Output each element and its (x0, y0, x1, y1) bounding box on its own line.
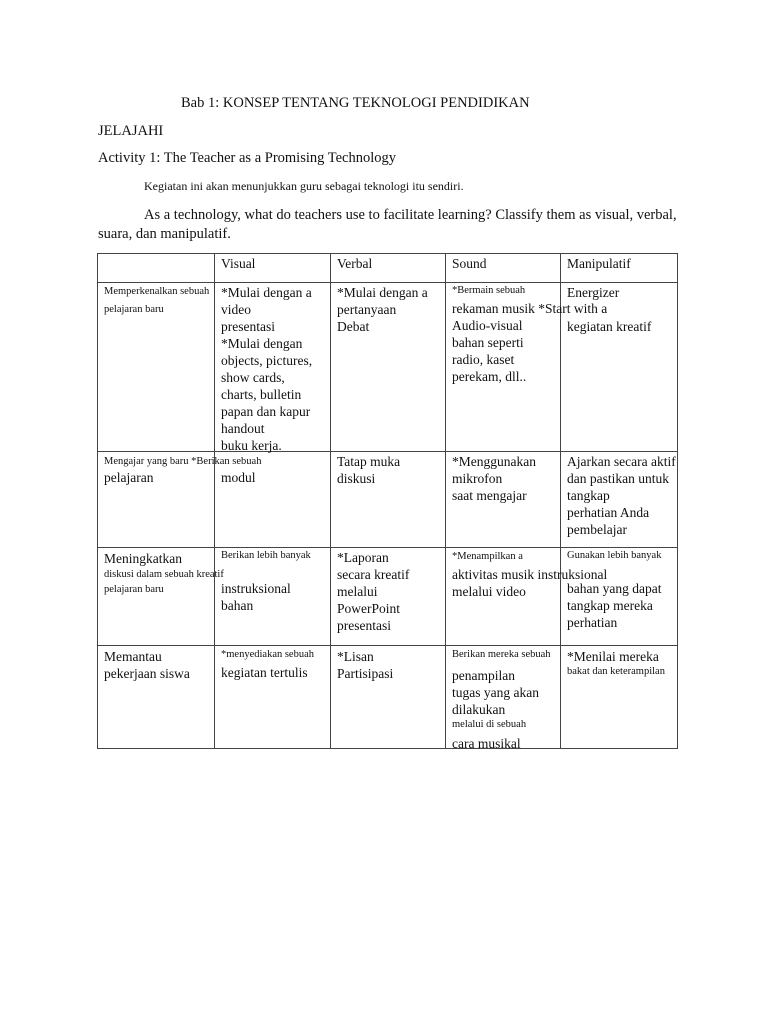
cell-line: Memantau (104, 649, 162, 664)
cell-line: Energizer (567, 285, 620, 300)
cell-line: presentasi (337, 618, 391, 633)
cell-line: pelajaran baru (104, 304, 164, 315)
cell-line: presentasi (221, 319, 275, 334)
row2-sound (452, 453, 536, 504)
header-manipulatif: Manipulatif (567, 256, 631, 271)
cell-line: aktivitas musik instruksional (452, 567, 608, 582)
cell-line: pertanyaan (337, 302, 397, 317)
table-rule (97, 282, 678, 283)
cell-line: cara musikal (452, 736, 521, 751)
cell-line: Tatap muka (337, 454, 401, 469)
cell-line: saat mengajar (452, 488, 527, 503)
page-title: Bab 1: KONSEP TENTANG TEKNOLOGI PENDIDIKAN (181, 95, 530, 111)
row4-label (104, 648, 190, 682)
cell-line: Berikan mereka sebuah (452, 649, 551, 660)
cell-line: perhatian Anda (567, 505, 650, 520)
cell-line (567, 301, 651, 318)
cell-line: *Menilai mereka (567, 649, 659, 664)
cell-line: *Mulai dengan (221, 336, 303, 351)
cell-line: papan dan kapur (221, 404, 311, 419)
row4-manipulatif (567, 648, 665, 679)
cell-line: modul (221, 470, 256, 485)
cell-line: video (221, 302, 251, 317)
cell-line: diskusi dalam sebuah kreatif (104, 569, 224, 580)
table-rule (330, 253, 331, 749)
cell-line: Ajarkan secara aktif (567, 454, 676, 469)
cell-line: Gunakan lebih banyak (567, 550, 662, 561)
cell-line: Mengajar yang baru *Berikan sebuah (104, 456, 262, 467)
cell-line: tugas yang akan (452, 685, 539, 700)
row4-visual (221, 648, 314, 681)
table-rule (97, 253, 678, 254)
cell-line (567, 563, 661, 580)
table-rule (445, 253, 446, 749)
intro-text: Kegiatan ini akan menunjukkan guru sebagai teknologi itu sendiri. (144, 179, 464, 193)
section-heading: JELAJAHI (98, 123, 164, 139)
row1-manipulatif (567, 284, 651, 335)
cell-line: secara kreatif (337, 567, 410, 582)
cell-line: dilakukan (452, 702, 506, 717)
cell-line: Audio-visual (452, 318, 523, 333)
question-text: As a technology, what do teachers use to facilitate learning? Classify them as visual, verbal, suara, dan manipulatif. (98, 207, 677, 242)
row3-label (104, 550, 224, 597)
header-visual: Visual (221, 256, 256, 271)
table-rule (97, 253, 98, 749)
cell-line: pekerjaan siswa (104, 666, 190, 681)
cell-line: penampilan (452, 668, 515, 683)
cell-line: pelajaran (104, 470, 154, 485)
cell-line: *Laporan (337, 550, 389, 565)
cell-line: diskusi (337, 471, 376, 486)
cell-line: bahan seperti (452, 335, 524, 350)
row3-verbal (337, 549, 409, 634)
activity-title: Activity 1: The Teacher as a Promising Technology (98, 150, 396, 166)
cell-line: instruksional (221, 581, 291, 596)
cell-line: bakat dan keterampilan (567, 666, 665, 677)
cell-line: handout (221, 421, 265, 436)
cell-line: Debat (337, 319, 370, 334)
cell-line: Meningkatkan (104, 551, 182, 566)
table-rule (214, 253, 215, 749)
cell-line: pelajaran baru (104, 584, 164, 595)
cell-line: Berikan lebih banyak (221, 550, 311, 561)
cell-line: kegiatan kreatif (567, 319, 652, 334)
cell-line: buku kerja. (221, 438, 282, 453)
cell-line: objects, pictures, (221, 353, 313, 368)
table-rule (97, 748, 678, 749)
row1-label (104, 285, 209, 317)
cell-line: kegiatan tertulis (221, 665, 308, 680)
cell-line: rekaman musik *Start with a (452, 301, 608, 316)
cell-line: bahan yang dapat (567, 581, 662, 596)
header-verbal: Verbal (337, 256, 373, 271)
cell-line: perhatian (567, 615, 618, 630)
cell-line: radio, kaset (452, 352, 515, 367)
row4-verbal (337, 648, 393, 682)
cell-line: *menyediakan sebuah (221, 649, 315, 660)
row3-visual (221, 549, 311, 614)
cell-line: *Lisan (337, 649, 374, 664)
cell-line: bahan (221, 598, 254, 613)
cell-line: perekam, dll.. (452, 369, 527, 384)
cell-line: *Mulai dengan a (337, 285, 428, 300)
cell-line: Memperkenalkan sebuah (104, 286, 210, 297)
cell-line: mikrofon (452, 471, 503, 486)
cell-line (221, 563, 311, 580)
cell-line: *Bermain sebuah (452, 285, 526, 296)
cell-line: melalui di sebuah (452, 719, 527, 730)
cell-line (221, 455, 256, 469)
header-sound: Sound (452, 256, 487, 271)
row3-manipulatif (567, 549, 661, 631)
cell-line: tangkap (567, 488, 610, 503)
row2-visual (221, 455, 256, 486)
table-rule (677, 253, 678, 749)
cell-line: dan pastikan untuk (567, 471, 669, 486)
row1-visual (221, 284, 312, 454)
cell-line: melalui video (452, 584, 526, 599)
row4-sound (452, 648, 551, 752)
table-rule (97, 451, 678, 452)
cell-line: PowerPoint (337, 601, 401, 616)
cell-line: show cards, (221, 370, 285, 385)
cell-line: tangkap mereka (567, 598, 653, 613)
row2-manipulatif (567, 453, 676, 538)
cell-line: *Mulai dengan a (221, 285, 312, 300)
table-rule (97, 645, 678, 646)
cell-line: *Menampilkan a (452, 551, 523, 562)
row1-verbal (337, 284, 428, 335)
table-rule (97, 547, 678, 548)
cell-line: charts, bulletin (221, 387, 302, 402)
cell-line: pembelajar (567, 522, 627, 537)
cell-line: Partisipasi (337, 666, 394, 681)
cell-line: melalui (337, 584, 378, 599)
cell-line: *Menggunakan (452, 454, 536, 469)
row2-verbal (337, 453, 400, 487)
